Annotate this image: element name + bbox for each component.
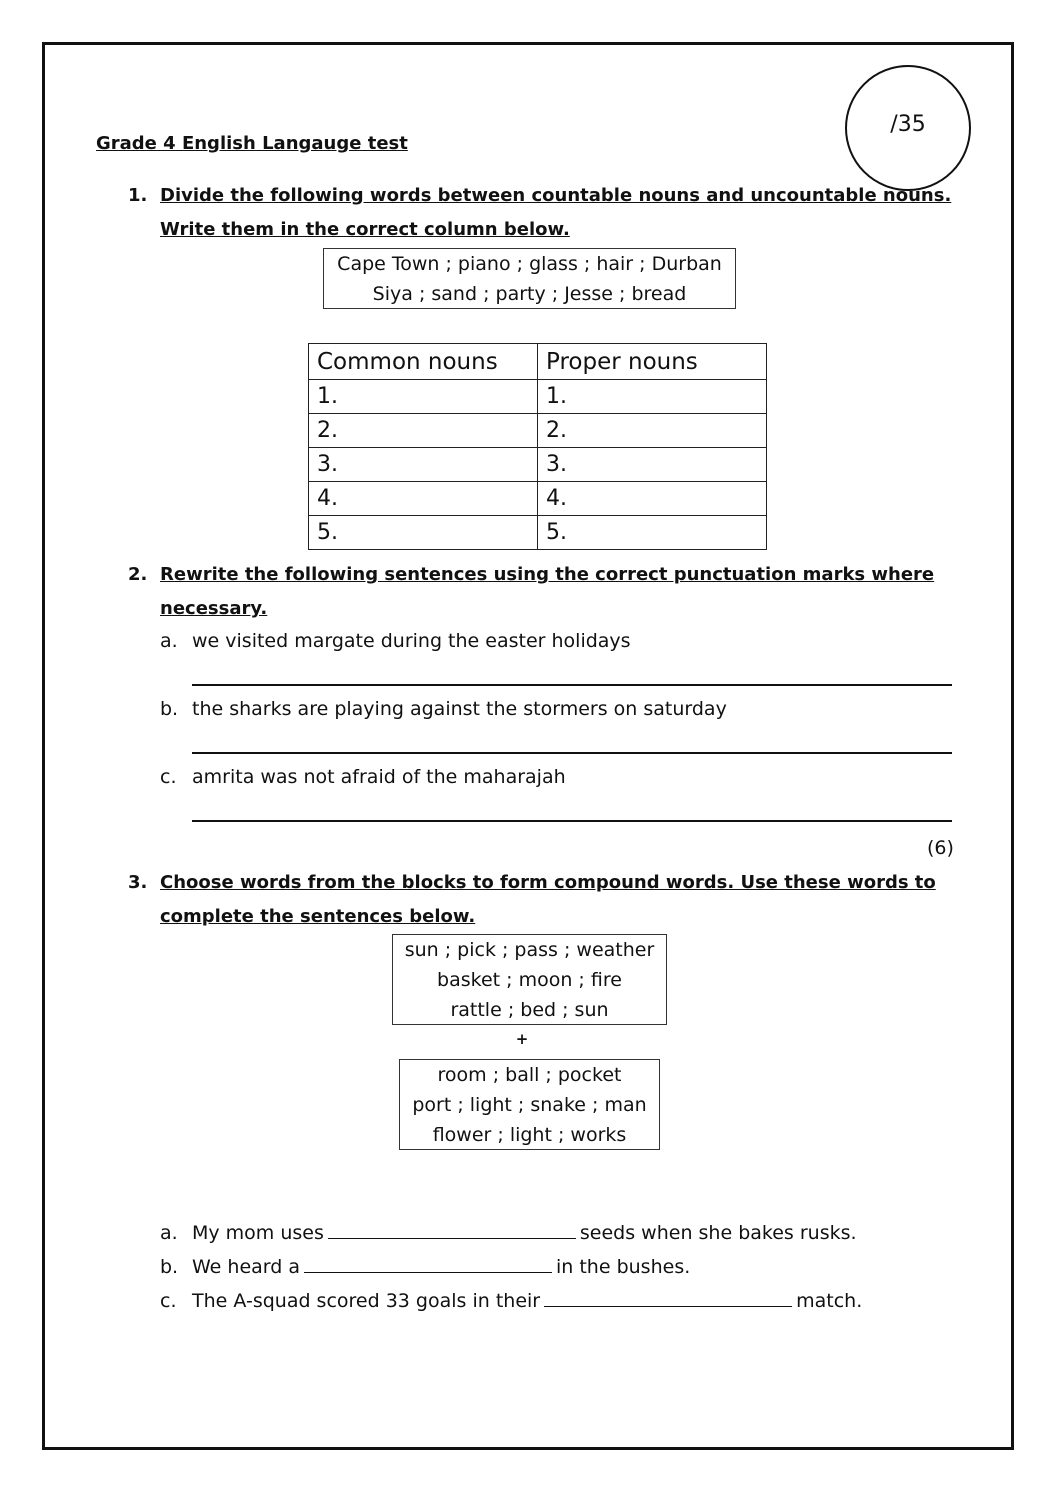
item-label: a.	[160, 1222, 178, 1244]
item-label: c.	[160, 766, 177, 788]
item-label: a.	[160, 630, 178, 652]
word-box-line: port ; light ; snake ; man	[412, 1094, 647, 1116]
word-box-line: basket ; moon ; fire	[437, 969, 622, 991]
item-label: c.	[160, 1290, 177, 1312]
table-cell[interactable]: 5.	[309, 516, 538, 550]
word-box-line: flower ; light ; works	[432, 1124, 627, 1146]
answer-line[interactable]	[192, 684, 952, 686]
fill-in-blank[interactable]	[544, 1305, 792, 1307]
q1-instruction	[160, 179, 951, 247]
item-text-after: match.	[796, 1290, 863, 1312]
q2-marks: (6)	[927, 837, 954, 859]
item-text: we visited margate during the easter holidays	[192, 630, 631, 652]
header-common-nouns: Common nouns	[309, 344, 538, 380]
q2-line-1: Rewrite the following sentences using the correct punctuation marks where	[160, 564, 935, 585]
table-row	[309, 380, 767, 414]
q1-line-2: Write them in the correct column below.	[160, 219, 570, 240]
table-cell[interactable]: 4.	[309, 482, 538, 516]
q2-item-a	[160, 630, 631, 652]
plus-sign: +	[515, 1030, 529, 1048]
word-box-line: room ; ball ; pocket	[437, 1064, 622, 1086]
q1-number: 1.	[128, 185, 148, 206]
table-cell[interactable]: 5.	[538, 516, 767, 550]
item-text-after: seeds when she bakes rusks.	[579, 1222, 857, 1244]
item-text: the sharks are playing against the stormers on saturday	[192, 698, 727, 720]
item-text-before: We heard a	[192, 1256, 300, 1278]
q1-word-box	[323, 248, 736, 309]
fill-in-blank[interactable]	[304, 1271, 552, 1273]
q2-line-2: necessary.	[160, 598, 268, 619]
fill-in-blank[interactable]	[328, 1237, 576, 1239]
table-cell[interactable]: 1.	[309, 380, 538, 414]
q3-word-box-2	[399, 1059, 660, 1150]
q3-item-c	[160, 1290, 862, 1312]
word-box-line: sun ; pick ; pass ; weather	[404, 939, 655, 961]
answer-line[interactable]	[192, 752, 952, 754]
table-cell[interactable]: 3.	[309, 448, 538, 482]
q1-line-1: Divide the following words between countable nouns and uncountable nouns.	[160, 185, 952, 206]
item-text-before: The A-squad scored 33 goals in their	[192, 1290, 541, 1312]
item-label: b.	[160, 1256, 179, 1278]
nouns-table	[308, 343, 767, 550]
table-cell[interactable]: 2.	[309, 414, 538, 448]
item-text: amrita was not afraid of the maharajah	[192, 766, 566, 788]
q2-item-b	[160, 698, 727, 720]
answer-line[interactable]	[192, 820, 952, 822]
q2-instruction	[160, 558, 934, 626]
table-cell[interactable]: 2.	[538, 414, 767, 448]
q3-line-1: Choose words from the blocks to form compound words. Use these words to	[160, 872, 936, 893]
table-cell[interactable]: 4.	[538, 482, 767, 516]
word-box-line: Cape Town ; piano ; glass ; hair ; Durban	[337, 253, 722, 275]
table-cell[interactable]: 3.	[538, 448, 767, 482]
q3-instruction	[160, 866, 936, 934]
score-total: /35	[890, 112, 926, 137]
table-row	[309, 448, 767, 482]
table-row	[309, 482, 767, 516]
q3-word-box-1	[392, 934, 667, 1025]
q3-number: 3.	[128, 872, 148, 893]
table-cell[interactable]: 1.	[538, 380, 767, 414]
item-text-after: in the bushes.	[556, 1256, 691, 1278]
table-row	[309, 414, 767, 448]
table-header-row	[309, 344, 767, 380]
word-box-line: rattle ; bed ; sun	[450, 999, 609, 1021]
page-title: Grade 4 English Langauge test	[96, 133, 408, 154]
item-label: b.	[160, 698, 179, 720]
item-text-before: My mom uses	[192, 1222, 324, 1244]
q3-item-b	[160, 1256, 690, 1278]
word-box-line: Siya ; sand ; party ; Jesse ; bread	[372, 283, 687, 305]
q3-item-a	[160, 1222, 857, 1244]
header-proper-nouns: Proper nouns	[538, 344, 767, 380]
q3-line-2: complete the sentences below.	[160, 906, 476, 927]
q2-number: 2.	[128, 564, 148, 585]
q2-item-c	[160, 766, 566, 788]
table-row	[309, 516, 767, 550]
